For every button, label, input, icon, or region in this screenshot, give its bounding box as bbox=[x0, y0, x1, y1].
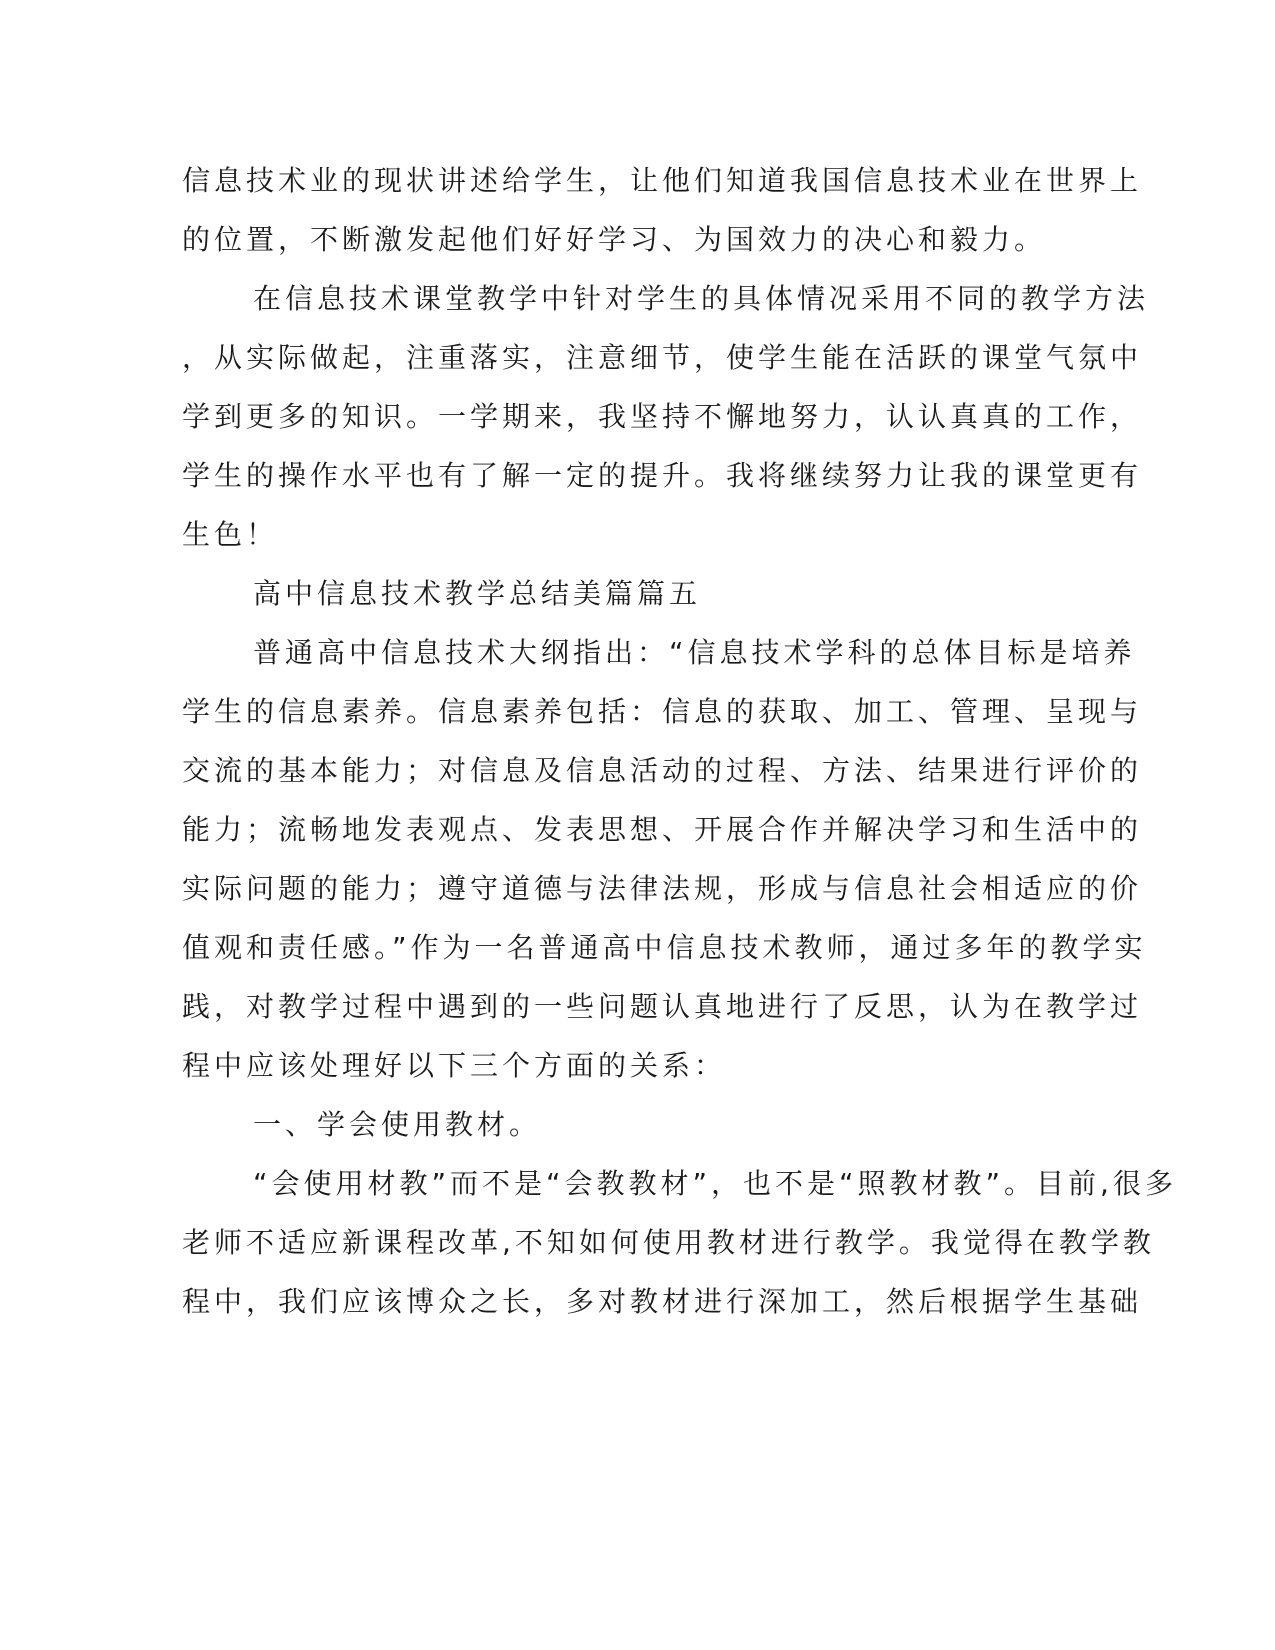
text-line-content: 的位置，不断激发起他们好好学习、为国效力的决心和毅力。 bbox=[182, 223, 1047, 256]
text-line bbox=[0, 159, 1275, 203]
subheading-text: 一、学会使用教材。 bbox=[253, 1108, 542, 1141]
text-line bbox=[0, 1162, 1275, 1206]
text-line bbox=[0, 867, 1275, 911]
text-line bbox=[0, 336, 1275, 380]
text-line bbox=[0, 926, 1275, 970]
text-line-content: 老师不适应新课程改革,不知如何使用教材进行教学。我觉得在教学教 bbox=[182, 1226, 1155, 1259]
text-line bbox=[0, 631, 1275, 675]
text-line-content: 实际问题的能力；遵守道德与法律法规，形成与信息社会相适应的价 bbox=[182, 872, 1143, 905]
text-line-content: 学生的信息素养。信息素养包括：信息的获取、加工、管理、呈现与 bbox=[182, 695, 1143, 728]
text-line-content: 程中，我们应该博众之长，多对教材进行深加工，然后根据学生基础 bbox=[182, 1285, 1143, 1318]
text-line bbox=[0, 454, 1275, 498]
subheading bbox=[0, 1103, 1275, 1147]
text-line bbox=[0, 690, 1275, 734]
text-line bbox=[0, 1221, 1275, 1265]
text-line-content: 践，对教学过程中遇到的一些问题认真地进行了反思，认为在教学过 bbox=[182, 990, 1143, 1023]
text-line-content: 信息技术业的现状讲述给学生，让他们知道我国信息技术业在世界上 bbox=[182, 164, 1143, 197]
text-line bbox=[0, 218, 1275, 262]
text-line-content: 普通高中信息技术大纲指出：“信息技术学科的总体目标是培养 bbox=[253, 636, 1136, 669]
text-line bbox=[0, 277, 1275, 321]
text-line-content: 在信息技术课堂教学中针对学生的具体情况采用不同的教学方法 bbox=[253, 282, 1150, 315]
section-heading-text: 高中信息技术教学总结美篇篇五 bbox=[253, 577, 702, 610]
text-line bbox=[0, 749, 1275, 793]
text-line bbox=[0, 808, 1275, 852]
text-line bbox=[0, 395, 1275, 439]
text-line-content: ，从实际做起，注重落实，注意细节，使学生能在活跃的课堂气氛中 bbox=[182, 341, 1143, 374]
text-line-content: 值观和责任感。”作为一名普通高中信息技术教师，通过多年的教学实 bbox=[182, 931, 1147, 964]
text-line bbox=[0, 1280, 1275, 1324]
text-line bbox=[0, 513, 1275, 557]
text-line-content: 生色！ bbox=[182, 518, 279, 551]
text-line-content: “会使用材教”而不是“会教教材”，也不是“照教材教”。目前,很多 bbox=[253, 1167, 1177, 1200]
section-heading bbox=[0, 572, 1275, 616]
text-line-content: 程中应该处理好以下三个方面的关系： bbox=[182, 1049, 727, 1082]
text-line bbox=[0, 985, 1275, 1029]
text-line-content: 学到更多的知识。一学期来，我坚持不懈地努力，认认真真的工作， bbox=[182, 400, 1143, 433]
text-line-content: 交流的基本能力；对信息及信息活动的过程、方法、结果进行评价的 bbox=[182, 754, 1143, 787]
text-line-content: 能力；流畅地发表观点、发表思想、开展合作并解决学习和生活中的 bbox=[182, 813, 1143, 846]
text-line bbox=[0, 1044, 1275, 1088]
text-line-content: 学生的操作水平也有了解一定的提升。我将继续努力让我的课堂更有 bbox=[182, 459, 1143, 492]
